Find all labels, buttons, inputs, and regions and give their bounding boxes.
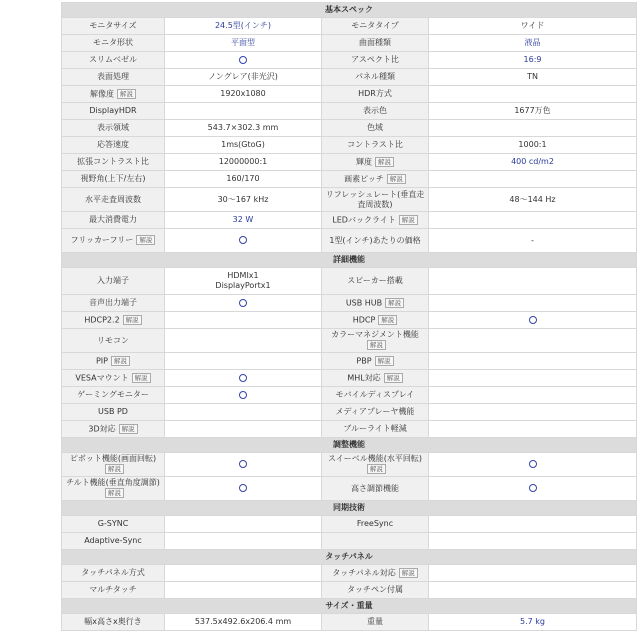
spec-value-cell	[165, 295, 322, 312]
spec-label: HDCP2.2	[84, 315, 120, 325]
spec-label: USB PD	[98, 407, 128, 416]
spec-label-cell	[62, 582, 165, 599]
spec-label: Adaptive-Sync	[84, 536, 142, 545]
help-button[interactable]: 解説	[385, 298, 404, 308]
spec-row	[62, 533, 637, 550]
spec-label-cell	[62, 229, 165, 253]
spec-label: メディアプレーヤ機能	[335, 407, 415, 416]
spec-label-cell	[322, 212, 429, 229]
spec-label: 入力端子	[97, 276, 129, 285]
spec-label-cell	[322, 582, 429, 599]
spec-value: TN	[527, 72, 538, 81]
spec-label: 表面処理	[97, 72, 129, 81]
spec-value-cell	[429, 329, 637, 353]
spec-value-cell	[165, 404, 322, 421]
spec-label: リフレッシュレート(垂直走査周波数)	[325, 189, 425, 209]
spec-label-cell	[62, 268, 165, 295]
spec-value: 32 W	[232, 215, 254, 224]
spec-value-cell	[165, 103, 322, 120]
spec-table-body	[62, 3, 637, 631]
spec-label: FreeSync	[356, 519, 394, 528]
spec-value-cell	[429, 171, 637, 188]
spec-value-cell	[165, 477, 322, 501]
spec-label: PIP	[95, 356, 108, 366]
spec-value-cell	[429, 86, 637, 103]
spec-label-cell	[62, 421, 165, 438]
spec-label: マルチタッチ	[89, 585, 137, 594]
spec-row	[62, 120, 637, 137]
spec-label-cell	[62, 404, 165, 421]
help-button[interactable]: 解説	[111, 356, 130, 366]
spec-value: 5.7 kg	[520, 617, 545, 626]
spec-row	[62, 268, 637, 295]
spec-label: パネル種類	[355, 72, 395, 81]
spec-value-cell	[429, 453, 637, 477]
help-button[interactable]: 解説	[399, 568, 418, 578]
spec-row	[62, 18, 637, 35]
help-button[interactable]: 解説	[375, 356, 394, 366]
spec-label-cell	[322, 229, 429, 253]
spec-value-cell	[429, 516, 637, 533]
spec-label-cell	[62, 312, 165, 329]
spec-value: 平面型	[231, 38, 255, 47]
spec-label: MHL対応	[347, 373, 381, 383]
help-button[interactable]: 解説	[367, 464, 386, 474]
spec-label-cell	[322, 295, 429, 312]
spec-value: 液晶	[524, 38, 541, 47]
circle-mark-icon	[239, 460, 247, 468]
spec-row	[62, 188, 637, 212]
spec-label-cell	[62, 353, 165, 370]
spec-value: 1677万色	[514, 106, 551, 115]
spec-value: 24.5型(インチ)	[214, 21, 272, 30]
spec-label-cell	[322, 421, 429, 438]
help-button[interactable]: 解説	[123, 315, 142, 325]
section-title: 基本スペック	[62, 3, 637, 18]
spec-row	[62, 171, 637, 188]
spec-label: 1型(インチ)あたりの価格	[329, 235, 421, 245]
spec-label: DisplayHDR	[89, 106, 137, 115]
spec-row	[62, 516, 637, 533]
help-button[interactable]: 解説	[132, 373, 151, 383]
spec-label: 視野角(上下/左右)	[80, 174, 146, 183]
spec-label-cell	[322, 154, 429, 171]
circle-mark-icon	[239, 391, 247, 399]
spec-row	[62, 353, 637, 370]
spec-label-cell	[62, 154, 165, 171]
spec-label-cell	[62, 295, 165, 312]
spec-label: PBP	[356, 356, 372, 366]
section-title: 同期技術	[62, 501, 637, 516]
help-button[interactable]: 解説	[105, 464, 124, 474]
section-title: 調整機能	[62, 438, 637, 453]
spec-label: アスペクト比	[351, 55, 399, 64]
spec-label-cell	[62, 453, 165, 477]
spec-value: -	[531, 235, 534, 245]
spec-value-cell	[429, 120, 637, 137]
spec-label-cell	[322, 268, 429, 295]
spec-row	[62, 387, 637, 404]
spec-row	[62, 614, 637, 631]
spec-value-cell	[165, 35, 322, 52]
spec-row	[62, 69, 637, 86]
spec-label: USB HUB	[345, 298, 383, 308]
spec-label: 表示色	[363, 106, 387, 115]
spec-value-cell	[165, 86, 322, 103]
spec-value: 400 cd/m2	[511, 157, 554, 166]
spec-label: HDCP	[352, 315, 376, 325]
spec-value-cell	[165, 421, 322, 438]
spec-label: リモコン	[97, 335, 129, 345]
spec-label: HDR方式	[358, 89, 392, 98]
spec-value-cell	[165, 516, 322, 533]
spec-value-cell	[165, 614, 322, 631]
spec-label-cell	[62, 103, 165, 120]
spec-value-cell	[429, 229, 637, 253]
spec-value-cell	[429, 533, 637, 550]
spec-label: スイーベル機能(水平回転)	[327, 454, 423, 464]
spec-value-cell	[165, 582, 322, 599]
spec-label-cell	[322, 312, 429, 329]
spec-label-cell	[322, 103, 429, 120]
spec-value: ノングレア(非光沢)	[208, 72, 278, 81]
spec-label-cell	[62, 69, 165, 86]
spec-value: 48～144 Hz	[509, 194, 556, 204]
spec-value-cell	[165, 69, 322, 86]
spec-value-cell	[165, 312, 322, 329]
spec-label-cell	[62, 35, 165, 52]
spec-label-cell	[322, 516, 429, 533]
spec-label-cell	[322, 86, 429, 103]
spec-value-cell	[429, 565, 637, 582]
spec-row	[62, 137, 637, 154]
section-title: サイズ・重量	[62, 599, 637, 614]
spec-label: 表示領域	[97, 123, 129, 132]
spec-row	[62, 404, 637, 421]
spec-label: チルト機能(垂直角度調節)	[66, 478, 160, 488]
spec-label-cell	[62, 329, 165, 353]
spec-value-cell	[165, 229, 322, 253]
spec-value-cell	[429, 582, 637, 599]
spec-label: G-SYNC	[97, 519, 129, 528]
spec-value-cell	[165, 329, 322, 353]
spec-label: 色域	[367, 123, 383, 132]
spec-value-cell	[165, 171, 322, 188]
spec-row	[62, 421, 637, 438]
spec-label: 幅x高さx奥行き	[84, 617, 142, 626]
spec-value-cell	[429, 52, 637, 69]
spec-value: 543.7×302.3 mm	[207, 123, 279, 132]
section-header-row	[62, 550, 637, 565]
spec-label: タッチパネル方式	[81, 568, 145, 577]
spec-row	[62, 329, 637, 353]
section-header-row	[62, 438, 637, 453]
spec-label: 最大消費電力	[89, 215, 137, 224]
spec-label: ピボット機能(画面回転)	[69, 454, 157, 464]
spec-row	[62, 103, 637, 120]
spec-label: タッチパネル対応	[332, 568, 396, 578]
spec-label-cell	[322, 614, 429, 631]
spec-label: 3D対応	[88, 424, 116, 434]
spec-value-cell	[429, 404, 637, 421]
circle-mark-icon	[239, 56, 247, 64]
spec-value-cell	[429, 137, 637, 154]
spec-label: モニタ形状	[93, 38, 133, 47]
help-button[interactable]: 解説	[117, 89, 136, 99]
spec-value: 1000:1	[518, 140, 547, 149]
spec-label: 解像度	[90, 89, 114, 99]
spec-label-cell	[322, 387, 429, 404]
help-button[interactable]: 解説	[119, 424, 138, 434]
help-button[interactable]: 解説	[105, 488, 124, 498]
circle-mark-icon	[239, 299, 247, 307]
spec-label: 重量	[367, 617, 383, 626]
spec-row	[62, 212, 637, 229]
spec-value-cell	[429, 421, 637, 438]
spec-label: タッチペン付属	[347, 585, 403, 594]
spec-label-cell	[62, 516, 165, 533]
help-button[interactable]: 解説	[367, 340, 386, 350]
spec-row	[62, 52, 637, 69]
spec-value-cell	[165, 120, 322, 137]
spec-value: ワイド	[520, 21, 545, 30]
spec-label-cell	[62, 52, 165, 69]
spec-label: 水平走査周波数	[85, 194, 141, 204]
spec-row	[62, 565, 637, 582]
spec-value-cell	[429, 477, 637, 501]
spec-label-cell	[62, 120, 165, 137]
spec-label-cell	[322, 404, 429, 421]
spec-label-cell	[322, 453, 429, 477]
spec-value-cell	[165, 154, 322, 171]
section-header-row	[62, 599, 637, 614]
spec-label: 応答速度	[97, 140, 129, 149]
circle-mark-icon	[529, 484, 537, 492]
spec-label-cell	[62, 387, 165, 404]
spec-row	[62, 312, 637, 329]
spec-value: 160/170	[226, 174, 260, 183]
spec-row	[62, 582, 637, 599]
spec-value-cell	[165, 137, 322, 154]
spec-value-cell	[429, 312, 637, 329]
spec-value: 1ms(GtoG)	[221, 140, 265, 149]
spec-value-cell	[429, 353, 637, 370]
spec-row	[62, 229, 637, 253]
help-button[interactable]: 解説	[399, 215, 418, 225]
spec-row	[62, 370, 637, 387]
spec-label-cell	[322, 188, 429, 212]
spec-value-cell	[429, 212, 637, 229]
spec-value-cell	[429, 370, 637, 387]
help-button[interactable]: 解説	[384, 373, 403, 383]
help-button[interactable]: 解説	[136, 235, 155, 245]
spec-label: スピーカー搭載	[347, 276, 403, 285]
spec-label-cell	[62, 137, 165, 154]
spec-label: 輝度	[356, 157, 372, 167]
spec-label: ゲーミングモニター	[77, 390, 149, 399]
spec-row	[62, 477, 637, 501]
spec-label: 音声出力端子	[89, 298, 137, 307]
spec-row	[62, 154, 637, 171]
spec-value-cell	[165, 18, 322, 35]
section-title: 詳細機能	[62, 253, 637, 268]
spec-label-cell	[322, 533, 429, 550]
spec-label: 拡張コントラスト比	[77, 157, 149, 166]
spec-row	[62, 35, 637, 52]
spec-label-cell	[322, 52, 429, 69]
spec-label: コントラスト比	[347, 140, 403, 149]
section-header-row	[62, 501, 637, 516]
spec-label-cell	[322, 171, 429, 188]
circle-mark-icon	[239, 236, 247, 244]
spec-row	[62, 295, 637, 312]
spec-value-cell	[429, 188, 637, 212]
spec-label-cell	[62, 86, 165, 103]
spec-label-cell	[62, 614, 165, 631]
spec-label-cell	[322, 329, 429, 353]
spec-label: 高さ調節機能	[351, 483, 399, 493]
section-title: タッチパネル	[62, 550, 637, 565]
help-button[interactable]: 解説	[375, 157, 394, 167]
help-button[interactable]: 解説	[378, 315, 397, 325]
spec-label: カラーマネジメント機能	[331, 330, 419, 340]
spec-label-cell	[62, 565, 165, 582]
spec-label: スリムベゼル	[89, 55, 137, 64]
spec-value: 30～167 kHz	[217, 194, 269, 204]
spec-label: VESAマウント	[75, 373, 129, 383]
spec-label-cell	[322, 370, 429, 387]
spec-value-cell	[165, 565, 322, 582]
spec-value: 1920x1080	[220, 89, 266, 98]
spec-label-cell	[322, 477, 429, 501]
spec-label-cell	[62, 18, 165, 35]
spec-label-cell	[322, 353, 429, 370]
circle-mark-icon	[239, 484, 247, 492]
spec-row	[62, 86, 637, 103]
help-button[interactable]: 解説	[387, 174, 406, 184]
spec-label: 曲面種類	[359, 38, 391, 47]
spec-label-cell	[62, 533, 165, 550]
spec-value-cell	[429, 295, 637, 312]
spec-label-cell	[322, 120, 429, 137]
circle-mark-icon	[239, 374, 247, 382]
spec-label-cell	[62, 370, 165, 387]
spec-value-cell	[165, 533, 322, 550]
spec-row	[62, 453, 637, 477]
spec-label: 画素ピッチ	[344, 174, 384, 184]
circle-mark-icon	[529, 460, 537, 468]
spec-label-cell	[62, 188, 165, 212]
spec-value-cell	[429, 69, 637, 86]
spec-value-cell	[429, 18, 637, 35]
spec-label-cell	[322, 18, 429, 35]
section-header-row	[62, 253, 637, 268]
spec-value-cell	[429, 103, 637, 120]
spec-label-cell	[322, 565, 429, 582]
spec-value-cell	[429, 614, 637, 631]
circle-mark-icon	[529, 316, 537, 324]
spec-value-cell	[165, 353, 322, 370]
section-header-row	[62, 3, 637, 18]
spec-value-cell	[429, 268, 637, 295]
spec-value-cell	[429, 154, 637, 171]
spec-label-cell	[62, 477, 165, 501]
spec-label: フリッカーフリー	[70, 235, 134, 245]
spec-label-cell	[322, 69, 429, 86]
spec-value: HDMIx1 DisplayPortx1	[215, 271, 271, 290]
spec-label: ブルーライト軽減	[343, 424, 407, 433]
spec-value: 537.5x492.6x206.4 mm	[194, 617, 292, 626]
spec-value-cell	[165, 453, 322, 477]
spec-label: モニタタイプ	[351, 21, 399, 30]
spec-label: LEDバックライト	[332, 215, 396, 225]
spec-value-cell	[165, 52, 322, 69]
spec-value-cell	[165, 212, 322, 229]
spec-table	[61, 2, 637, 631]
spec-label-cell	[62, 171, 165, 188]
spec-label-cell	[322, 35, 429, 52]
spec-label-cell	[62, 212, 165, 229]
spec-value-cell	[429, 387, 637, 404]
spec-value-cell	[165, 370, 322, 387]
spec-value-cell	[429, 35, 637, 52]
spec-value-cell	[165, 188, 322, 212]
spec-value: 16:9	[523, 55, 542, 64]
spec-value-cell	[165, 387, 322, 404]
spec-label: モバイルディスプレイ	[335, 390, 415, 399]
spec-value: 12000000:1	[218, 157, 268, 166]
spec-label: モニタサイズ	[89, 21, 137, 30]
spec-value-cell	[165, 268, 322, 295]
spec-label-cell	[322, 137, 429, 154]
